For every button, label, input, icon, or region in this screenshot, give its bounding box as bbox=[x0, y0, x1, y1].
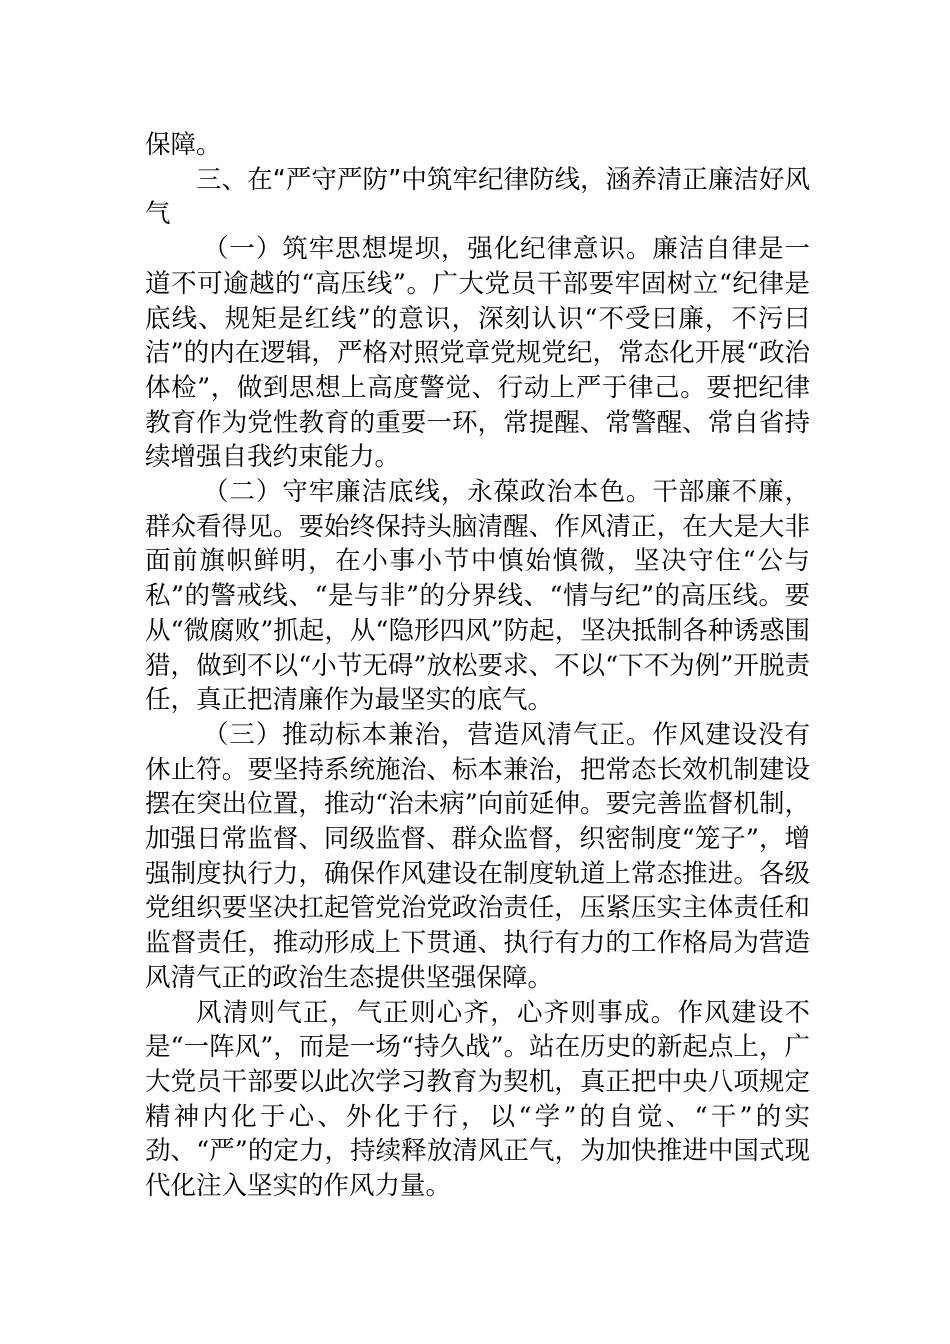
paragraph-three: （三）推动标本兼治，营造风清气正。作风建设没有休止符。要坚持系统施治、标本兼治，把常态长效机制建设摆在突出位置，推动“治未病”向前延伸。要完善监督机制，加强日常监督、同级监督、群众监督，织密制度“笼子”，增强制度执行力，确保作风建设在制度轨道上常态推进。各级党组织要坚决扛起管党治党政治责任，压紧压实主体责任和监督责任，推动形成上下贯通、执行有力的工作格局为营造风清气正的政治生态提供坚强保障。 bbox=[145, 719, 810, 993]
conclusion-paragraph: 风清则气正，气正则心齐，心齐则事成。作风建设不是“一阵风”，而是一场“持久战”。站在历史的新起点上，广大党员干部要以此次学习教育为契机，真正把中央八项规定精神内化于心、外化于行，以“学”的自觉、“干”的实劲、“严”的定力，持续释放清风正气，为加快推进中国式现代化注入坚实的作风力量。 bbox=[145, 997, 810, 1202]
continuation-text: 保障。 bbox=[145, 130, 222, 160]
section-heading: 三、在“严守严防”中筑牢纪律防线，涵养清正廉洁好风气 bbox=[145, 164, 810, 230]
document-page bbox=[145, 128, 810, 1204]
paragraph-one: （一）筑牢思想堤坝，强化纪律意识。廉洁自律是一道不可逾越的“高压线”。广大党员干部要牢固树立“纪律是底线、规矩是红线”的意识，深刻认识“不受曰廉，不污曰洁”的内在逻辑，严格对照党章党规党纪，常态化开展“政治体检”，做到思想上高度警觉、行动上严于律己。要把纪律教育作为党性教育的重要一环，常提醒、常警醒、常自省持续增强自我约束能力。 bbox=[145, 234, 810, 473]
paragraph-two: （二）守牢廉洁底线，永葆政治本色。干部廉不廉，群众看得见。要始终保持头脑清醒、作风清正，在大是大非面前旗帜鲜明，在小事小节中慎始慎微，坚决守住“公与私”的警戒线、“是与非”的分界线、“情与纪”的高压线。要从“微腐败”抓起，从“隐形四风”防起，坚决抵制各种诱惑围猎，做到不以“小节无碍”放松要求、不以“下不为例”开脱责任，真正把清廉作为最坚实的底气。 bbox=[145, 477, 810, 716]
